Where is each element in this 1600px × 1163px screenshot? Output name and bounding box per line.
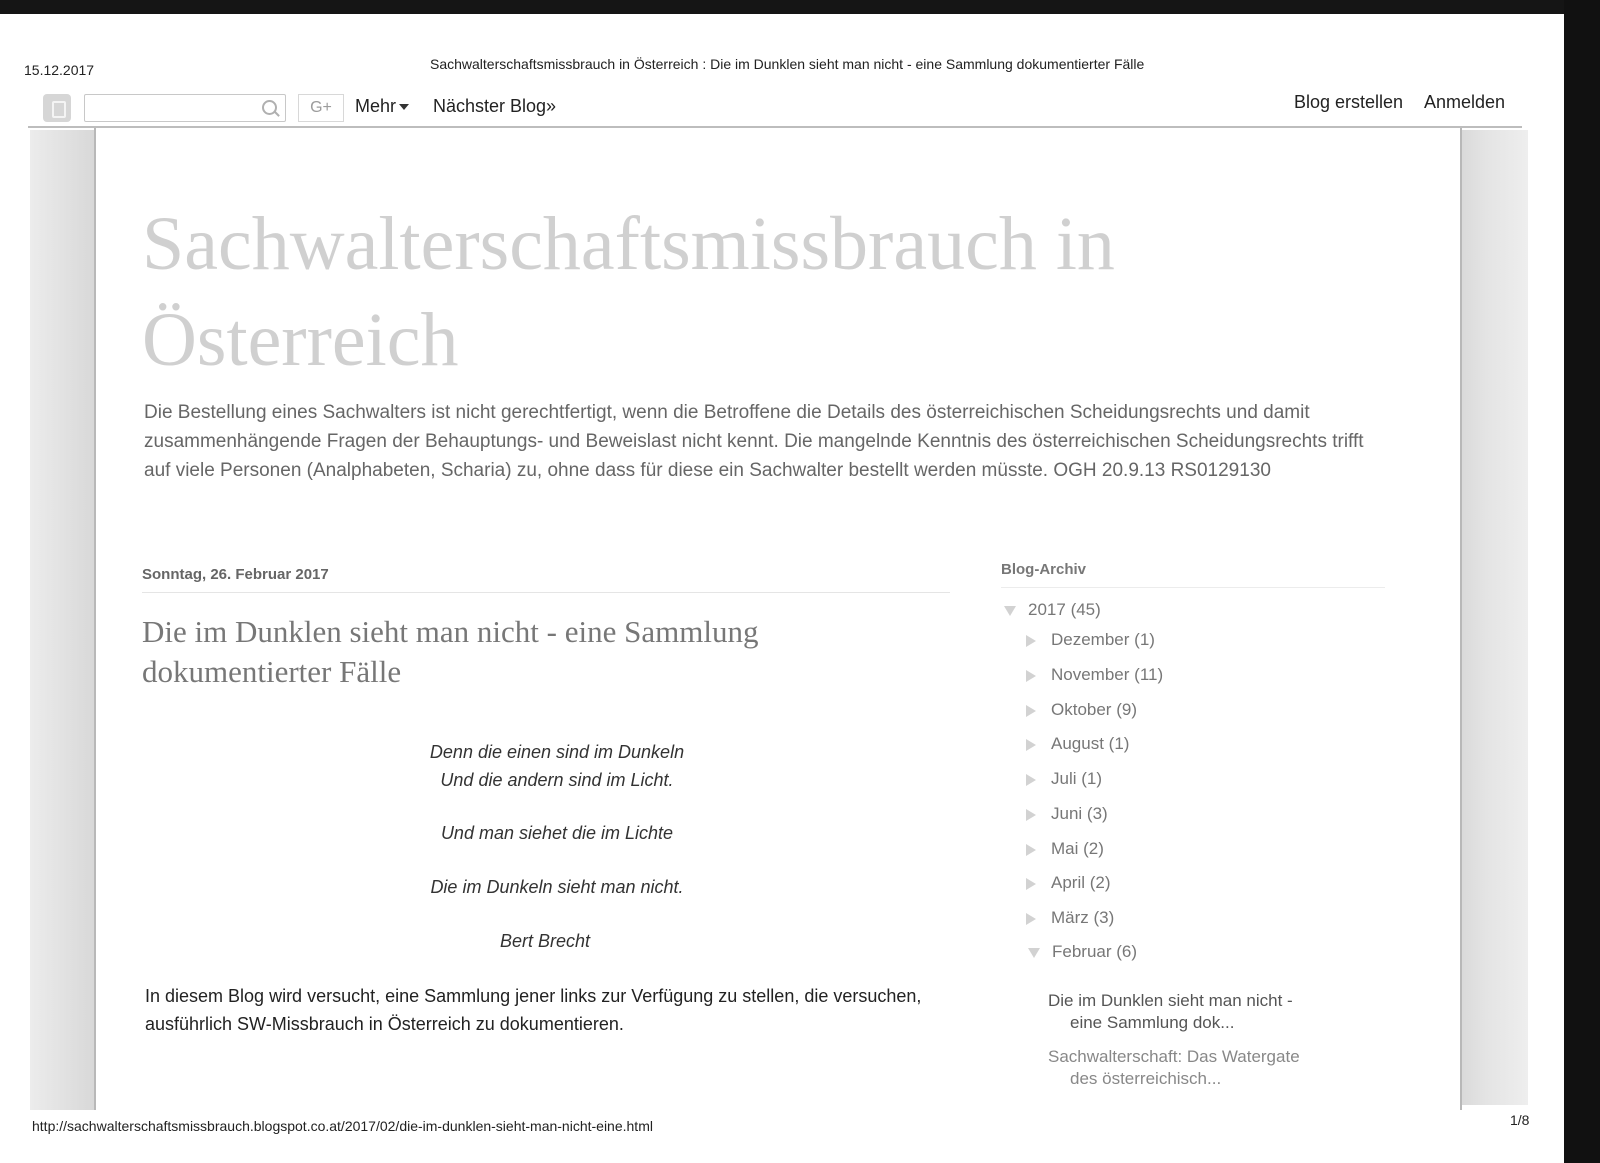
archive-month-label[interactable]: Juni <box>1051 804 1083 823</box>
triangle-down-icon[interactable] <box>1004 606 1016 616</box>
archive-month-oktober[interactable] <box>1026 700 1137 720</box>
archive-month-dezember[interactable] <box>1026 630 1155 650</box>
archive-month-label[interactable]: Februar <box>1052 942 1112 961</box>
poem-line: Und die andern sind im Licht. <box>440 770 674 790</box>
poem-author: Bert Brecht <box>499 931 591 951</box>
archive-month-label[interactable]: Mai <box>1051 839 1079 858</box>
archive-month-juni[interactable] <box>1026 804 1108 824</box>
archive-month-count: (6) <box>1116 942 1138 961</box>
archive-month-november[interactable] <box>1026 665 1163 685</box>
archive-month-label[interactable]: April <box>1051 873 1086 892</box>
archive-month-count: (11) <box>1134 665 1164 684</box>
archive-month-count: (1) <box>1134 630 1155 649</box>
archive-month-count: (9) <box>1116 700 1137 719</box>
archive-title: Blog-Archiv <box>1001 561 1385 588</box>
archive-year-2017[interactable] <box>1004 600 1101 620</box>
scan-right-edge <box>1564 0 1600 1163</box>
poem-line: Denn die einen sind im Dunkeln <box>429 742 685 762</box>
blog-description: Die Bestellung eines Sachwalters ist nicht gerechtfertigt, wenn die Betroffene die Details des österreichischen Scheidungsrechts und damit zusammenhängende Fragen der Behauptungs- und Beweislast nicht kennt. Die mangelnde Kenntnis des österreichischen Scheidungsrechts trifft auf viele Personen (Analphabeten, Scharia) zu, ohne dass für diese ein Sachwalter bestellt werden müsste. OGH 20.9.13 RS0129130 <box>144 402 1364 481</box>
scan-top-edge <box>0 0 1600 14</box>
archive-month-count: (3) <box>1093 908 1115 927</box>
archive-post-link[interactable] <box>1048 990 1348 1034</box>
triangle-right-icon[interactable] <box>1026 774 1036 786</box>
print-page-number: 1/8 <box>1510 1112 1530 1128</box>
print-page-title: Sachwalterschaftsmissbrauch in Österreich : Die im Dunklen sieht man nicht - eine Sammlung dokumentierter Fälle <box>430 56 1145 72</box>
blogger-navbar <box>28 86 1522 128</box>
poem-line: Die im Dunkeln sieht man nicht. <box>430 877 684 897</box>
print-date: 15.12.2017 <box>24 62 95 78</box>
triangle-right-icon[interactable] <box>1026 705 1036 717</box>
sign-in-link[interactable]: Anmelden <box>1424 92 1506 112</box>
archive-month-count: (2) <box>1089 873 1111 892</box>
archive-month-label[interactable]: August <box>1051 734 1104 753</box>
post-date-header: Sonntag, 26. Februar 2017 <box>142 566 950 593</box>
print-url: http://sachwalterschaftsmissbrauch.blogspot.co.at/2017/02/die-im-dunklen-sieht-man-nicht-eine.html <box>32 1118 653 1134</box>
archive-month-maerz[interactable] <box>1026 908 1114 928</box>
triangle-right-icon[interactable] <box>1026 635 1036 647</box>
archive-post-line[interactable]: eine Sammlung dok... <box>1070 1013 1235 1032</box>
gplus-button[interactable]: G+ <box>298 94 344 122</box>
page-background-left <box>30 130 94 1110</box>
archive-month-count: (2) <box>1083 839 1104 858</box>
archive-month-juli[interactable] <box>1026 769 1102 789</box>
triangle-right-icon[interactable] <box>1026 809 1036 821</box>
archive-month-count: (3) <box>1086 804 1108 823</box>
blogger-icon[interactable] <box>43 94 71 122</box>
triangle-right-icon[interactable] <box>1026 739 1036 751</box>
triangle-right-icon[interactable] <box>1026 670 1036 682</box>
archive-post-line[interactable]: Die im Dunklen sieht man nicht - <box>1048 991 1293 1010</box>
triangle-right-icon[interactable] <box>1026 844 1036 856</box>
archive-month-count: (1) <box>1108 734 1130 753</box>
archive-post-link[interactable] <box>1048 1046 1348 1090</box>
blog-title[interactable]: Sachwalterschaftsmissbrauch in Österreich <box>142 202 1115 382</box>
page-background-right <box>1458 130 1528 1105</box>
triangle-down-icon[interactable] <box>1028 948 1040 958</box>
archive-month-april[interactable] <box>1026 873 1111 893</box>
archive-month-label[interactable]: Juli <box>1051 769 1077 788</box>
chevron-down-icon <box>399 104 409 110</box>
archive-month-label[interactable]: Dezember <box>1051 630 1130 649</box>
archive-post-line[interactable]: des österreichisch... <box>1070 1069 1222 1088</box>
archive-month-mai[interactable] <box>1026 839 1104 859</box>
create-blog-link[interactable]: Blog erstellen <box>1294 92 1404 112</box>
archive-month-label[interactable]: Oktober <box>1051 700 1112 719</box>
more-menu-button[interactable] <box>355 96 409 117</box>
archive-year-label[interactable]: 2017 <box>1028 600 1066 619</box>
poem-line: Und man siehet die im Lichte <box>440 823 674 843</box>
archive-year-count: (45) <box>1070 600 1101 619</box>
archive-month-count: (1) <box>1081 769 1103 788</box>
archive-month-februar[interactable] <box>1028 942 1137 962</box>
triangle-right-icon[interactable] <box>1026 878 1036 890</box>
archive-month-label[interactable]: November <box>1051 665 1130 684</box>
next-blog-link[interactable]: Nächster Blog» <box>433 96 557 116</box>
post-title[interactable]: Die im Dunklen sieht man nicht - eine Sammlung dokumentierter Fälle <box>142 614 759 689</box>
triangle-right-icon[interactable] <box>1026 913 1036 925</box>
archive-month-label[interactable]: März <box>1051 908 1089 927</box>
post-body-text: In diesem Blog wird versucht, eine Sammlung jener links zur Verfügung zu stellen, die versuchen, ausführlich SW-Missbrauch in Österreich zu dokumentieren. <box>145 986 922 1034</box>
archive-post-line[interactable]: Sachwalterschaft: Das Watergate <box>1048 1047 1300 1066</box>
search-input[interactable] <box>84 94 286 122</box>
archive-month-august[interactable] <box>1026 734 1129 754</box>
more-label: Mehr <box>355 96 397 116</box>
search-icon[interactable] <box>262 100 277 115</box>
